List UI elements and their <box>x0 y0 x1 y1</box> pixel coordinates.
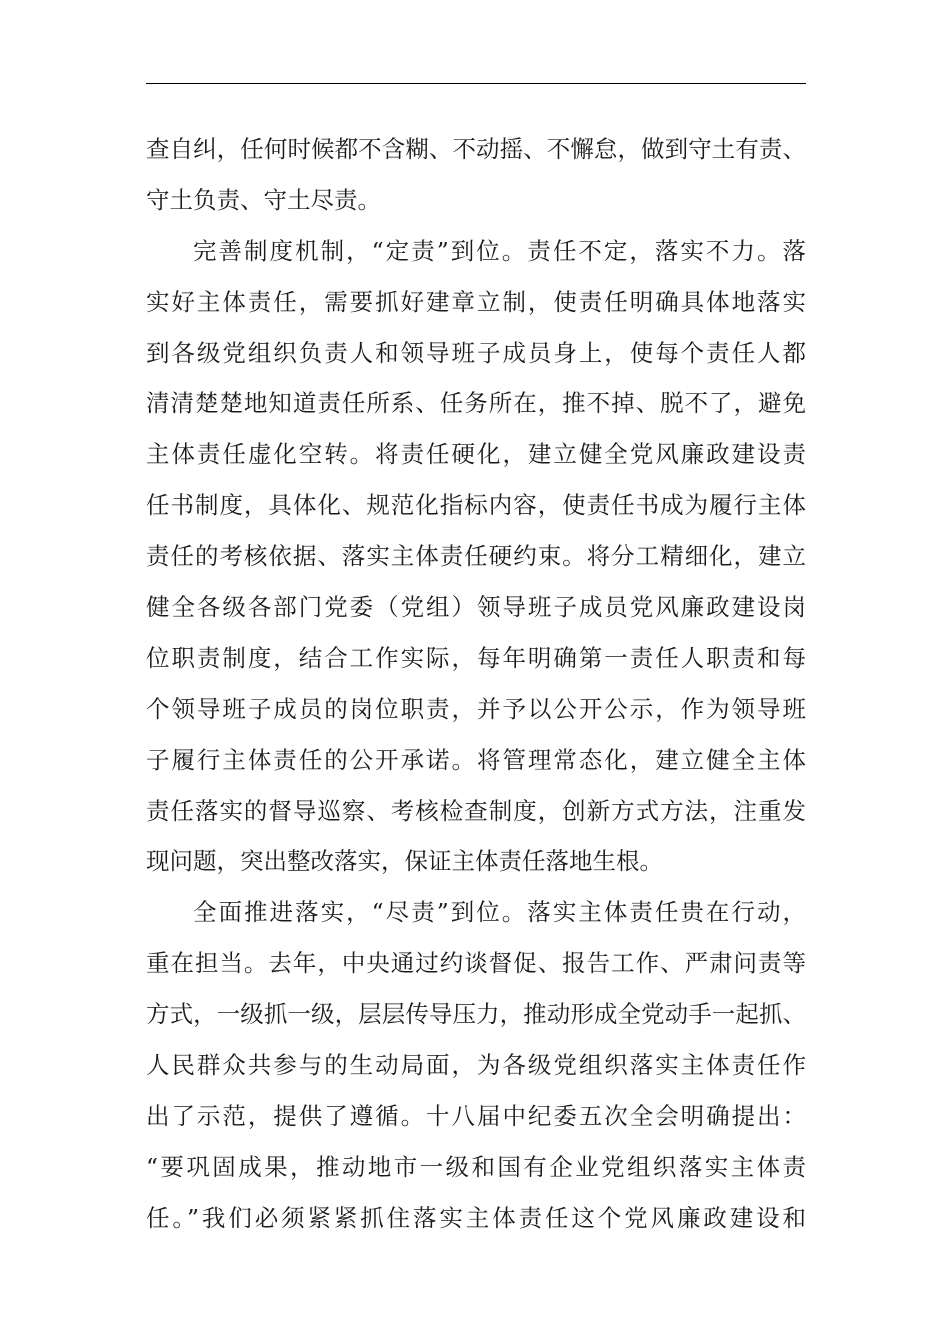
text-line: 责任的考核依据、落实主体责任硬约束。将分工精细化，建立 <box>146 542 806 571</box>
text-line: 位职责制度，结合工作实际，每年明确第一责任人职责和每 <box>146 643 806 672</box>
text-line: 查自纠，任何时候都不含糊、不动摇、不懈怠，做到守土有责、 <box>146 135 806 163</box>
text-line: 个领导班子成员的岗位职责，并予以公开公示，作为领导班 <box>146 694 806 723</box>
text-line: 重在担当。去年，中央通过约谈督促、报告工作、严肃问责等 <box>146 949 806 978</box>
text-line: 方式，一级抓一级，层层传导压力，推动形成全党动手一起抓、 <box>146 1000 806 1029</box>
paragraph-first-line: 完善制度机制，“定责”到位。责任不定，落实不力。落 <box>193 236 806 265</box>
paragraph-first-line: 全面推进落实，“尽责”到位。落实主体责任贵在行动， <box>193 898 806 927</box>
text-line: 守土负责、守土尽责。 <box>146 185 381 214</box>
header-rule <box>146 83 806 84</box>
text-line: 子履行主体责任的公开承诺。将管理常态化，建立健全主体 <box>146 745 806 774</box>
text-line: 到各级党组织负责人和领导班子成员身上，使每个责任人都 <box>146 338 806 367</box>
text-line: 出了示范，提供了遵循。十八届中纪委五次全会明确提出： <box>146 1101 806 1130</box>
text-line: 责任落实的督导巡察、考核检查制度，创新方式方法，注重发 <box>146 796 806 825</box>
document-body <box>146 124 806 1244</box>
text-line: 任书制度，具体化、规范化指标内容，使责任书成为履行主体 <box>146 491 806 520</box>
text-line: 健全各级各部门党委（党组）领导班子成员党风廉政建设岗 <box>146 593 806 622</box>
text-line: 清清楚楚地知道责任所系、任务所在，推不掉、脱不了，避免 <box>146 389 806 418</box>
text-line: 实好主体责任，需要抓好建章立制，使责任明确具体地落实 <box>146 287 806 316</box>
text-line: 人民群众共参与的生动局面，为各级党组织落实主体责任作 <box>146 1051 806 1080</box>
text-line: 主体责任虚化空转。将责任硬化，建立健全党风廉政建设责 <box>146 440 806 469</box>
text-line: 任。”我们必须紧紧抓住落实主体责任这个党风廉政建设和 <box>146 1203 806 1232</box>
text-line: “要巩固成果，推动地市一级和国有企业党组织落实主体责 <box>146 1152 806 1181</box>
text-line: 现问题，突出整改落实，保证主体责任落地生根。 <box>146 847 663 876</box>
